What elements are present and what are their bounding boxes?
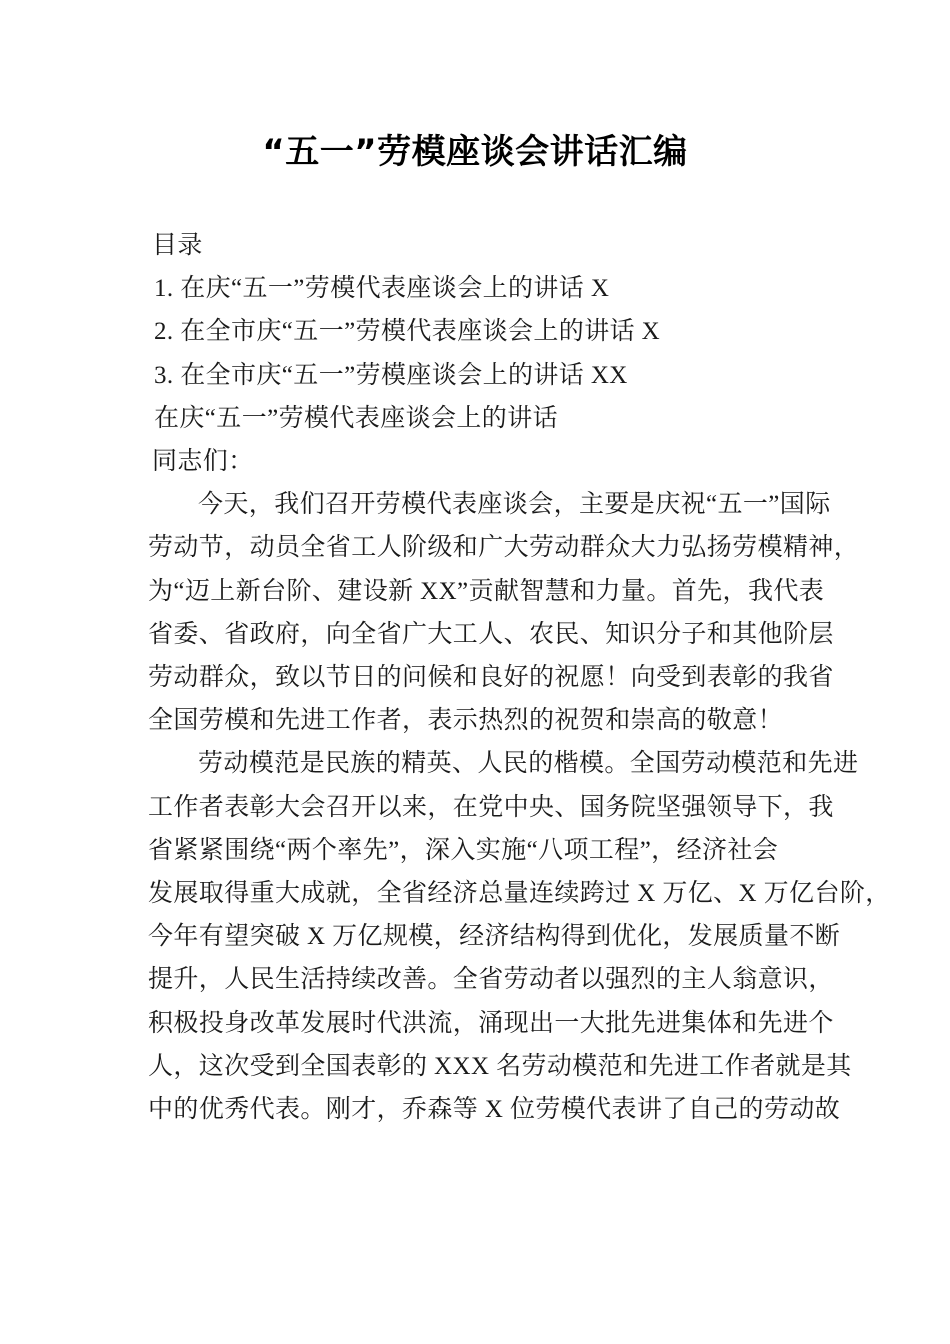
paragraph-2-line-7: 积极投身改革发展时代洪流，涌现出一大批先进集体和先进个: [148, 1009, 834, 1037]
salutation: 同志们：: [152, 448, 254, 476]
toc-heading: 目录: [152, 232, 203, 259]
paragraph-2-line-6: 提升，人民生活持续改善。全省劳动者以强烈的主人翁意识，: [148, 966, 834, 994]
document-title: “五一”劳模座谈会讲话汇编: [262, 132, 688, 172]
paragraph-2-line-8: 人，这次受到全国表彰的 XXX 名劳动模范和先进工作者就是其: [148, 1052, 852, 1080]
paragraph-1-line-4: 省委、省政府，向全省广大工人、农民、知识分子和其他阶层: [148, 620, 834, 648]
paragraph-1-line-2: 劳动节，动员全省工人阶级和广大劳动群众大力弘扬劳模精神，: [148, 534, 860, 562]
paragraph-2-line-4: 发展取得重大成就，全省经济总量连续跨过 X 万亿、X 万亿台阶，: [148, 880, 891, 908]
section-heading: 在庆“五一”劳模代表座谈会上的讲话: [154, 404, 558, 432]
paragraph-2-line-1: 劳动模范是民族的精英、人民的楷模。全国劳动模范和先进: [198, 750, 859, 778]
paragraph-2-line-9: 中的优秀代表。刚才，乔森等 X 位劳模代表讲了自己的劳动故: [148, 1096, 841, 1124]
document-body: [148, 224, 891, 1131]
toc-item-3[interactable]: 3. 在全市庆“五一”劳模座谈会上的讲话 XX: [154, 361, 628, 389]
paragraph-2-line-2: 工作者表彰大会召开以来，在党中央、国务院坚强领导下，我: [148, 793, 834, 821]
paragraph-1-line-1: 今天，我们召开劳模代表座谈会，主要是庆祝“五一”国际: [198, 491, 831, 519]
paragraph-1-line-6: 全国劳模和先进工作者，表示热烈的祝贺和崇高的敬意！: [148, 707, 784, 735]
paragraph-2-line-5: 今年有望突破 X 万亿规模，经济结构得到优化，发展质量不断: [148, 923, 841, 951]
paragraph-1-line-5: 劳动群众，致以节日的问候和良好的祝愿！向受到表彰的我省: [148, 664, 834, 692]
paragraph-2-line-3: 省紧紧围绕“两个率先”，深入实施“八项工程”，经济社会: [148, 836, 779, 864]
toc-item-1[interactable]: 1. 在庆“五一”劳模代表座谈会上的讲话 X: [154, 275, 610, 303]
toc-item-2[interactable]: 2. 在全市庆“五一”劳模代表座谈会上的讲话 X: [154, 318, 661, 346]
paragraph-1-line-3: 为“迈上新台阶、建设新 XX”贡献智慧和力量。首先，我代表: [148, 577, 825, 605]
